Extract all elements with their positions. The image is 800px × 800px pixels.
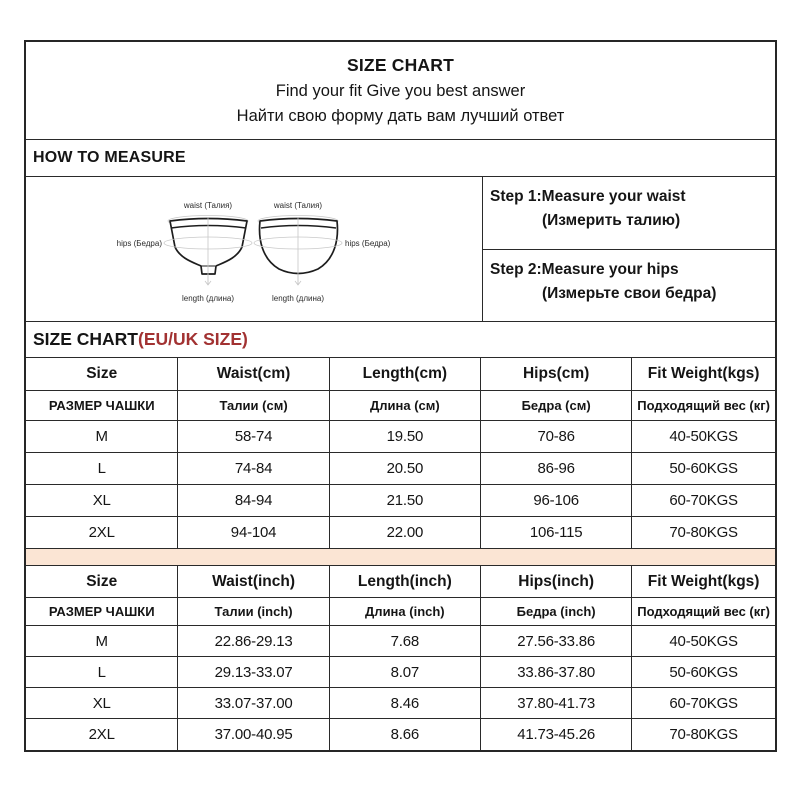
hips-label-front: hips (Бедра) xyxy=(116,239,162,248)
subtitle-ru: Найти свою форму дать вам лучший ответ xyxy=(236,107,565,125)
how-to-measure-heading: HOW TO MEASURE xyxy=(26,140,775,177)
table-cell: РАЗМЕР ЧАШКИ xyxy=(26,598,178,625)
table-cell: Талии (inch) xyxy=(178,598,329,625)
panty-measure-diagram xyxy=(26,177,482,321)
table-cell: 7.68 xyxy=(330,626,481,656)
table-cell: XL xyxy=(26,688,178,718)
table-cell: 96-106 xyxy=(481,485,632,516)
table-row xyxy=(26,485,775,517)
table-cell: Длина (inch) xyxy=(330,598,481,625)
table-subheader-row xyxy=(26,391,775,421)
table-cell: 70-80KGS xyxy=(669,524,738,541)
table-cell: 70-80KGS xyxy=(669,726,738,743)
table-cell: 20.50 xyxy=(330,453,481,484)
table-cell: 84-94 xyxy=(178,485,329,516)
table-cell: Waist(cm) xyxy=(178,358,329,390)
page-title: SIZE CHART xyxy=(347,55,454,75)
table-cell: 33.86-37.80 xyxy=(481,657,632,687)
table-cell: L xyxy=(26,657,178,687)
table-row xyxy=(26,719,775,750)
table-cell: 2XL xyxy=(26,517,178,548)
step-2-subtitle: (Измерьте свои бедра) xyxy=(542,284,717,302)
table-cell: M xyxy=(26,626,178,656)
measure-step-2 xyxy=(483,250,775,322)
table-row xyxy=(26,688,775,719)
table-cell: Size xyxy=(26,566,178,597)
table-cell: 8.07 xyxy=(330,657,481,687)
table-cell: 60-70KGS xyxy=(669,694,738,712)
table-cell: Fit Weight(kgs) xyxy=(647,365,760,382)
table-row xyxy=(26,657,775,688)
title-block xyxy=(26,42,775,140)
table-cell: 8.66 xyxy=(330,719,481,750)
table-cell: 41.73-45.26 xyxy=(481,719,632,750)
table-cell: 94-104 xyxy=(178,517,329,548)
size-table-inch xyxy=(26,566,775,750)
table-cell: 106-115 xyxy=(481,517,632,548)
table-cell: 60-70KGS xyxy=(669,492,738,509)
table-cell: 8.46 xyxy=(330,688,481,718)
waist-label-front: waist (Талия) xyxy=(183,201,233,210)
step-1-subtitle: (Измерить талию) xyxy=(542,212,681,230)
table-cell: 27.56-33.86 xyxy=(481,626,632,656)
table-cell: 37.00-40.95 xyxy=(178,719,329,750)
table-cell: Бедра (inch) xyxy=(481,598,632,625)
size-chart-section-heading xyxy=(26,322,775,358)
table-cell: Length(cm) xyxy=(330,358,481,390)
table-cell: Подходящий вес (кг) xyxy=(637,398,770,413)
table-row xyxy=(26,517,775,549)
length-label-back: length (длина) xyxy=(271,294,325,303)
table-subheader-row xyxy=(26,598,775,626)
table-cell: Hips(inch) xyxy=(481,566,632,597)
hips-label-back: hips (Бедра) xyxy=(345,239,391,248)
size-chart-sheet xyxy=(24,40,777,752)
table-cell: L xyxy=(26,453,178,484)
table-header-row xyxy=(26,566,775,598)
table-cell: 40-50KGS xyxy=(669,632,738,650)
table-row xyxy=(26,421,775,453)
measure-steps xyxy=(482,177,775,321)
step-1-title: Step 1:Measure your waist xyxy=(490,188,686,205)
table-cell: 40-50KGS xyxy=(669,428,738,445)
table-cell: 29.13-33.07 xyxy=(178,657,329,687)
size-chart-heading-black: SIZE CHART xyxy=(33,329,138,349)
table-cell: 70-86 xyxy=(481,421,632,452)
table-cell: 2XL xyxy=(26,719,178,750)
table-cell: 22.00 xyxy=(330,517,481,548)
table-row xyxy=(26,626,775,657)
length-label-front: length (длина) xyxy=(181,294,235,303)
table-cell: 86-96 xyxy=(481,453,632,484)
table-row xyxy=(26,453,775,485)
table-header-row xyxy=(26,358,775,391)
table-cell: Size xyxy=(26,358,178,390)
table-cell: Fit Weight(kgs) xyxy=(647,572,760,590)
table-cell: Бедра (см) xyxy=(481,391,632,420)
table-cell: XL xyxy=(26,485,178,516)
size-chart-heading-red: (EU/UK SIZE) xyxy=(138,329,248,349)
table-cell: Талии (см) xyxy=(178,391,329,420)
divider-band xyxy=(26,549,775,566)
table-cell: Hips(cm) xyxy=(481,358,632,390)
measure-step-1 xyxy=(483,177,775,250)
panty-diagram-svg xyxy=(26,177,482,322)
table-cell: 58-74 xyxy=(178,421,329,452)
table-cell: Подходящий вес (кг) xyxy=(637,604,770,619)
table-cell: 74-84 xyxy=(178,453,329,484)
table-cell: Length(inch) xyxy=(330,566,481,597)
table-cell: 37.80-41.73 xyxy=(481,688,632,718)
table-cell: 33.07-37.00 xyxy=(178,688,329,718)
measure-section xyxy=(26,177,775,322)
table-cell: РАЗМЕР ЧАШКИ xyxy=(26,391,178,420)
table-cell: Длина (см) xyxy=(330,391,481,420)
table-cell: Waist(inch) xyxy=(178,566,329,597)
table-cell: 21.50 xyxy=(330,485,481,516)
size-table-cm xyxy=(26,358,775,549)
table-cell: 50-60KGS xyxy=(669,460,738,477)
table-cell: M xyxy=(26,421,178,452)
table-cell: 50-60KGS xyxy=(669,663,738,681)
step-2-title: Step 2:Measure your hips xyxy=(490,260,679,278)
subtitle-en: Find your fit Give you best answer xyxy=(275,82,526,100)
table-cell: 22.86-29.13 xyxy=(178,626,329,656)
table-cell: 19.50 xyxy=(330,421,481,452)
waist-label-back: waist (Талия) xyxy=(273,201,323,210)
